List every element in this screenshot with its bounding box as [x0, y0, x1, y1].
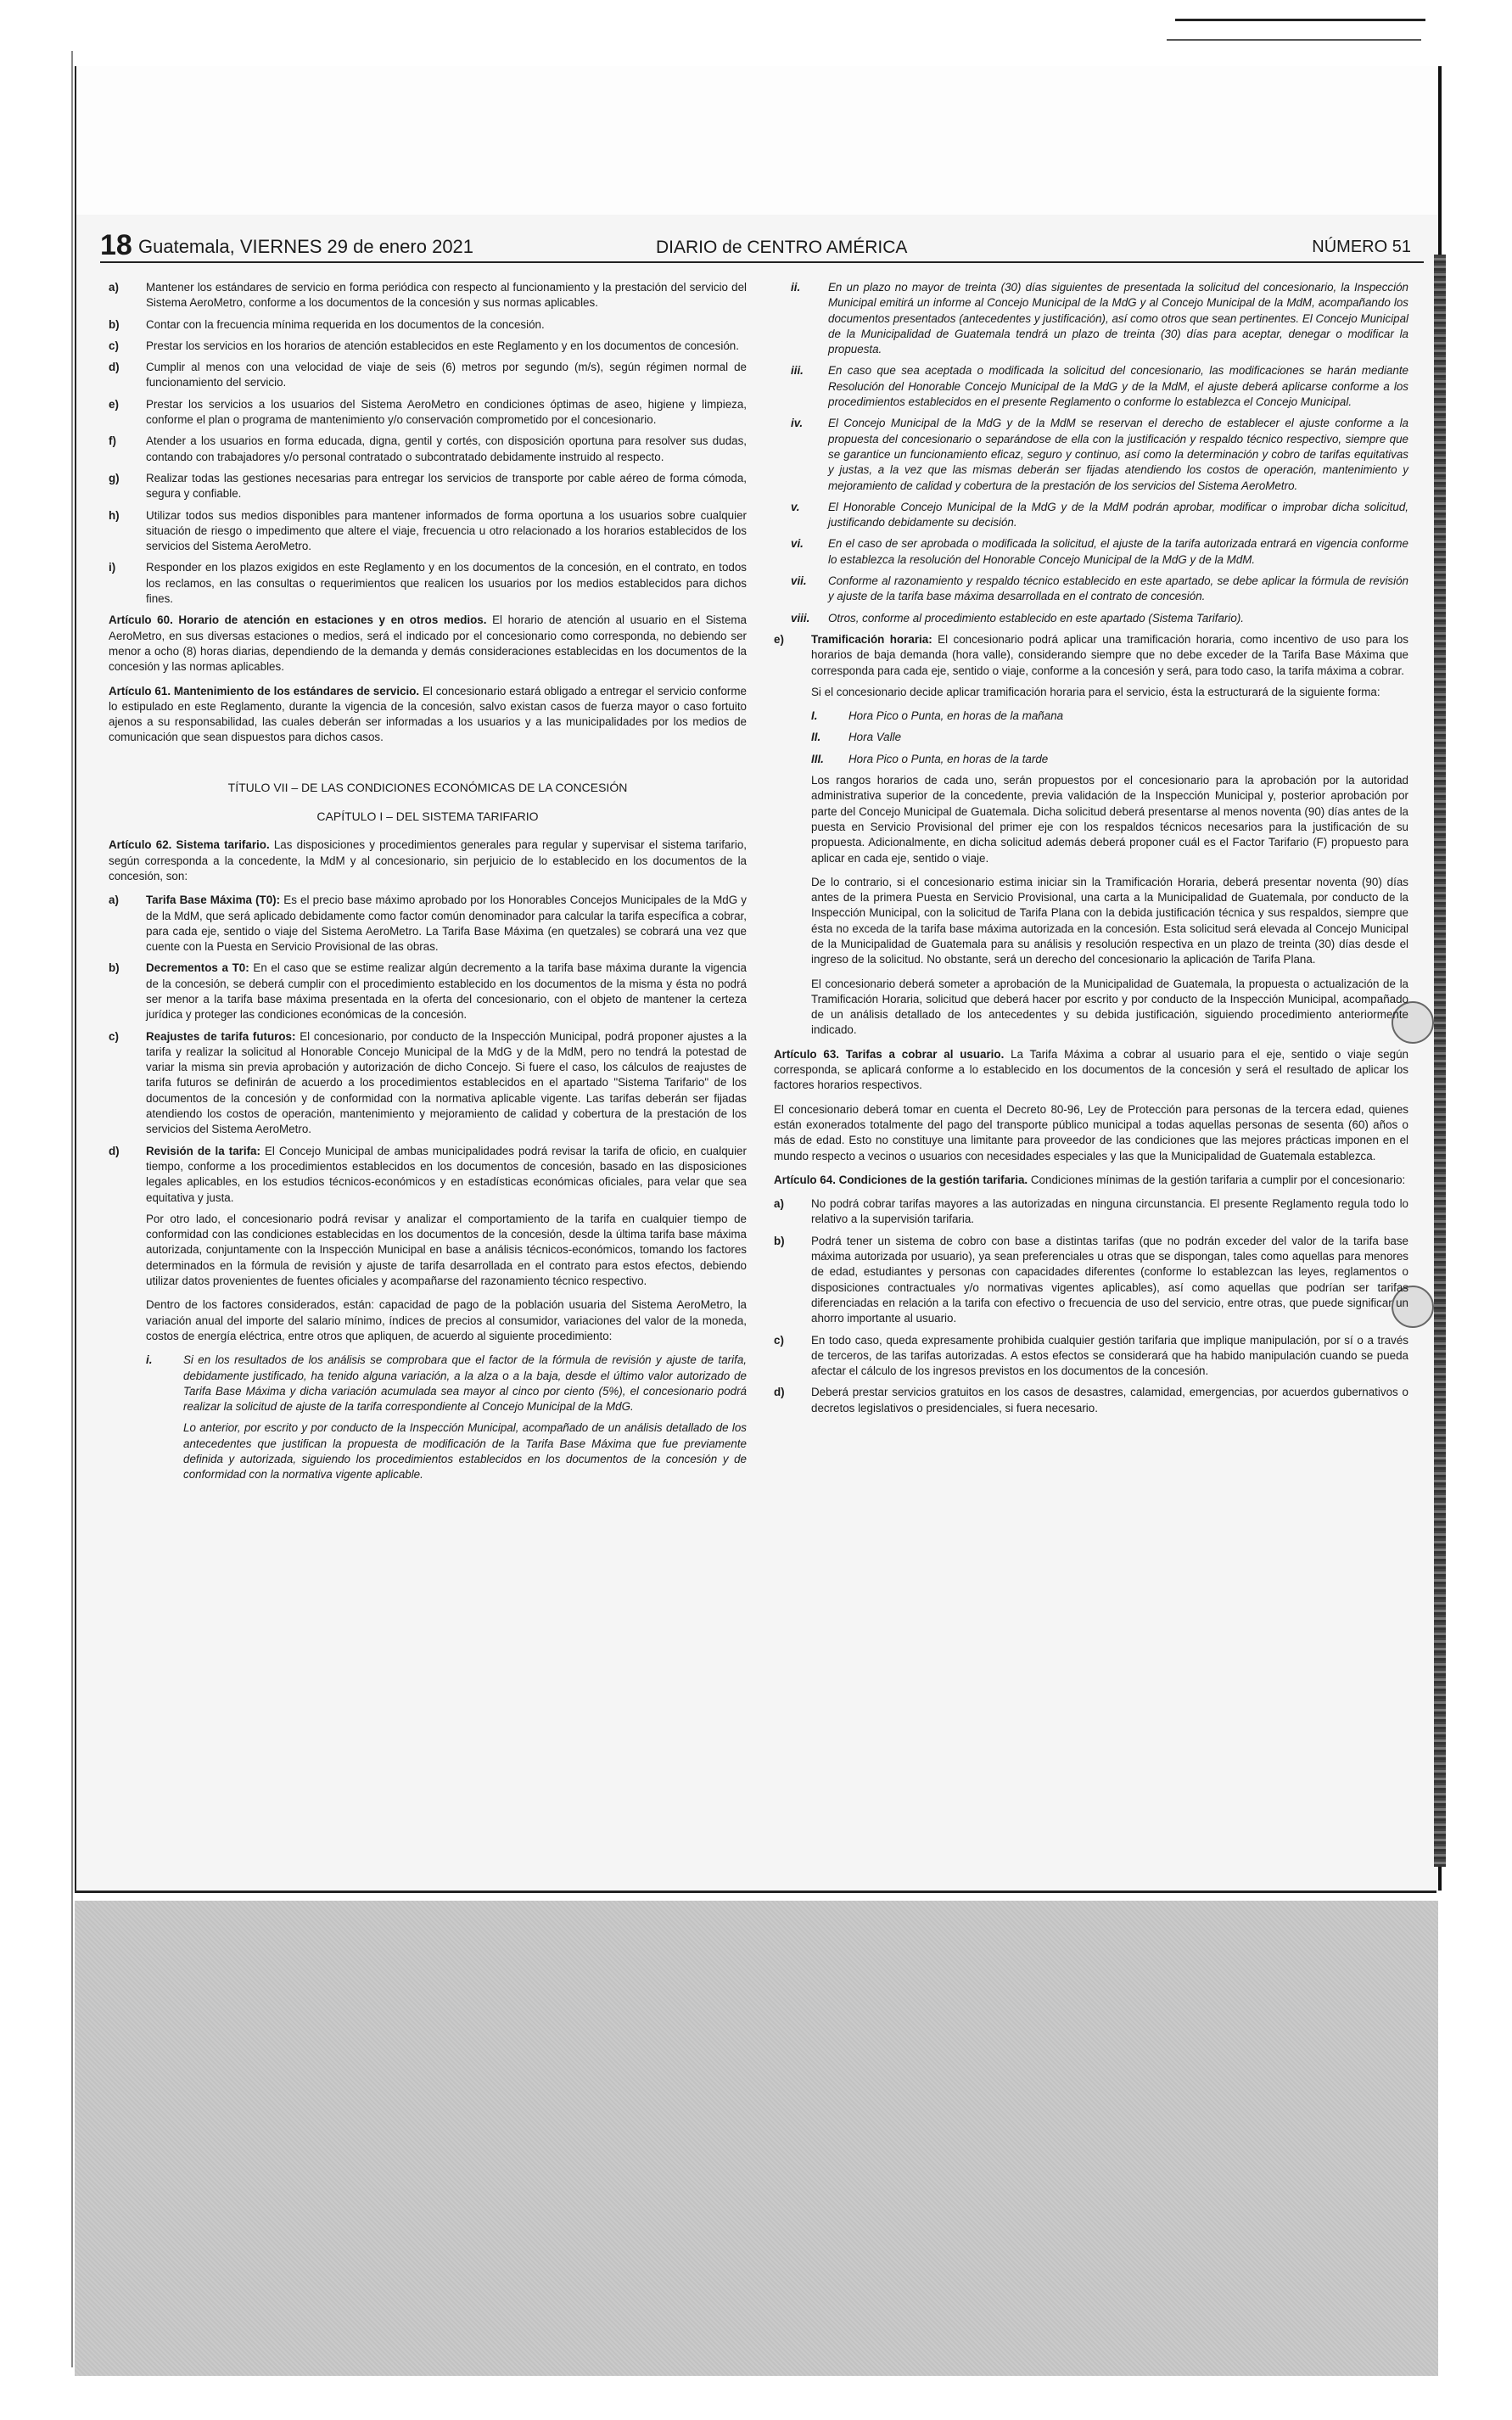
list-item: f) Atender a los usuarios en forma educada, digna, gentil y cortés, con disposición oportuna para resolver sus dudas, contando con trabajadores y/o personal contratado o subcontratado debidamente instruido al respecto. — [109, 434, 747, 463]
list-item: b) Contar con la frecuencia mínima requerida en los documentos de la concesión. — [109, 317, 545, 331]
list-item: d) Revisión de la tarifa: El Concejo Municipal de ambas municipalidades podrá revisar la tarifa de oficio, en cualquier tiempo, conforme a los procedimientos establecidos en los documentos de concesión, basado en las disposiciones legales aplicables, en los estudios técnicos-económicos y en estadísticas económicas oficiales, para velar que sea equitativa y justa. — [109, 1144, 747, 1204]
revision-details: Por otro lado, el concesionario podrá revisar y analizar el comportamiento de la tarifa en cualquier tiempo de conformidad con las condiciones establecidas en los documentos de la concesión, desde la última tarifa base máxima autorizada, conjuntamente con la Inspección Municipal en base a análisis técnicos-económicos, tomando los factores determinados en la fórmula de revisión y ajuste de tarifa desarrollada en el contrato para estos efectos, debiendo utilizar datos provenientes de fuentes oficiales y acompañarse del razonamiento técnico respectivo. Dentro de los factores considerados, están: capacidad de pago de la población usuaria del Sistema AeroMetro, la variación anual del importe del salario mínimo, índices de precios al consumidor, variaciones del valor de la moneda, costos de energía eléctrica, entre otros que apliquen, de acuerdo al siguiente procedimiento: i. Si en los resultados de los análisis se comprobara que el factor de la fórmula de revisión y ajuste de tarifa, debidamente justificado, ha tenido alguna variación, a la alza o a la baja, desde el último valor autorizado de Tarifa Base Máxima y dicha variación acumulada sea mayor al cinco por ciento (5%), el concesionario podrá realizar la solicitud de ajuste de la tarifa correspondiente al Concejo Municipal de la MdG. Lo anterior, por escrito y por conducto de la Inspección Municipal, acompañado de un análisis detallado de los antecedentes que justifican la propuesta de modificación de la Tarifa Base Máxima que fue previamente definida y autorizada, siguiendo los procedimientos establecidos en los documentos de la concesión y de conformidad con la normativa vigente aplicable. — [146, 1212, 747, 1482]
list-item: c) En todo caso, queda expresamente prohibida cualquier gestión tarifaria que implique manipulación, por sí o a través de terceros, de las tarifas autorizadas. A estos efectos se considerará que ha habido manipulación cuando se pueda afectar el cálculo de los ingresos previstos en los documentos de la concesión. — [774, 1333, 1408, 1378]
article-62: Artículo 62. Sistema tarifario. Las disposiciones y procedimientos generales para regular y supervisar el sistema tarifario, según corresponda a la concedente, la MdM y al concesionario, sin perjuicio de lo establecido en los documentos de la concesión, son: — [109, 838, 747, 882]
list-item: h) Utilizar todos sus medios disponibles para mantener informados de forma oportuna a los usuarios sobre cualquier situación de riesgo o impedimento que altere el viaje, frecuencia u otro relacionado a los horarios establecidos de los servicios del Sistema AeroMetro. — [109, 508, 747, 553]
list-item: iii. En caso que sea aceptada o modificada la solicitud del concesionario, las modificaciones se harán mediante Resolución del Honorable Concejo Municipal de la MdG y de la MdM, el ajuste deberá aplicarse conforme a los procedimientos establecidos en el presente Reglamento o conforme lo establezca el Concejo Municipal. — [791, 364, 1408, 409]
page-number: 18 — [100, 229, 132, 261]
scan-edge — [1434, 255, 1446, 1867]
list-item: a) No podrá cobrar tarifas mayores a las autorizadas en ninguna circunstancia. El presente Reglamento regula todo lo relativo a la supervisión tarifaria. — [774, 1197, 1408, 1226]
article-63: Artículo 63. Tarifas a cobrar al usuario. La Tarifa Máxima a cobrar al usuario para el eje, sentido o viaje según corresponda, se aplicará conforme a lo establecido en los documentos de la concesión y será el resultado de aplicar los factores horarios respectivos. — [774, 1047, 1408, 1092]
left-column — [109, 280, 747, 1492]
issue-number: NÚMERO 51 — [1312, 238, 1411, 256]
list-item: vii. Conforme al razonamiento y respaldo técnico establecido en este apartado, se debe aplicar la fórmula de revisión y ajuste de la tarifa base máxima desarrollada en el contrato de concesión. — [791, 574, 1408, 603]
top-rule — [1175, 19, 1425, 21]
list-item: b) Podrá tener un sistema de cobro con base a distintas tarifas (que no podrán exceder del valor de la tarifa base máxima autorizada por usuario), ya sean preferenciales u otras que se dispongan, tales como aquellas para menores de edad, estudiantes y personas con capacidades diferentes (conforme lo establezcan las leyes, reglamentos o disposiciones contractuales y/o normativas vigentes aplicables), así como aquellas que podrían ser tarifas diferenciadas en relación a la tarifa con efectivo o frecuencia de uso del servicio, entre otras, que puede significar un ahorro importante al usuario. — [774, 1234, 1408, 1325]
list-item: b) Decrementos a T0: En el caso que se estime realizar algún decremento a la tarifa base máxima durante la vigencia de la concesión, se deberá cumplir con el procedimiento establecido en los documentos de la misma y ésta no podrá ser menor a la tarifa base máxima presentada en la oferta del concesionario, con el objeto de mantener la certeza jurídica y proteger las condiciones económicas de la concesión. — [109, 961, 747, 1022]
list-item: c) Prestar los servicios en los horarios de atención establecidos en este Reglamento y en los documentos de concesión. — [109, 339, 739, 352]
top-rule-secondary — [1167, 39, 1421, 41]
page-header — [100, 229, 1424, 263]
scan-edge-line — [71, 51, 73, 2367]
list-item: viii. Otros, conforme al procedimiento establecido en este apartado (Sistema Tarifario). — [791, 611, 1244, 625]
list-tariff-conditions — [774, 1196, 1408, 1416]
list-item: iv. El Concejo Municipal de la MdG y de la MdM se reservan el derecho de establecer el ajuste conforme a la propuesta del concesionario o separándose de ella con la justificación y respaldo técnico respectivo, siempre que se garantice un funcionamiento eficaz, seguro y continuo, así como la determinación y cobro de tarifas equitativas y justas, a la vez que las mismas deberán ser fijadas atendiendo los costos de operación, mantenimiento y mejoramiento de calidad y cobertura de la prestación de los servicios del Sistema AeroMetro. — [791, 417, 1408, 492]
scan-blank-area — [75, 1901, 1438, 2376]
chapter-title: CAPÍTULO I – DEL SISTEMA TARIFARIO — [316, 809, 539, 824]
issue-date: Guatemala, VIERNES 29 de enero 2021 — [138, 236, 474, 257]
list-item: I. Hora Pico o Punta, en horas de la mañana — [811, 709, 1064, 723]
list-item: d) Deberá prestar servicios gratuitos en los casos de desastres, calamidad, emergencias, por acuerdos gubernativos o decretos legislativos o presidenciales, si fuera necesario. — [774, 1386, 1408, 1414]
list-item: III. Hora Pico o Punta, en horas de la tarde — [811, 752, 1049, 765]
list-item: e) Prestar los servicios a los usuarios del Sistema AeroMetro en condiciones óptimas de aseo, higiene y limpieza, conforme el plan o programa de mantenimiento y/o conservación comprometido por el concesionario. — [109, 397, 747, 427]
list-item: c) Reajustes de tarifa futuros: El concesionario, por conducto de la Inspección Municipal, podrá proponer ajustes a la tarifa y realizar la solicitud al Honorable Concejo Municipal de la MdG y de la MdM, pero no tendrá la potestad de variar la misma sin previa aprobación y autorización de dicho Concejo. Si fuere el caso, los cálculos de reajustes de tarifa futuros se definirán de acuerdo a los procedimientos establecidos en el apartado "Sistema Tarifario" de los documentos de la concesión y de conformidad con la normativa aplicable vigente. Las tarifas deberán ser fijadas atendiendo los costos de operación, mantenimiento y mejoramiento de calidad y cobertura de la prestación de los servicios del Sistema AeroMetro. — [109, 1029, 747, 1136]
section-title: TÍTULO VII – DE LAS CONDICIONES ECONÓMICAS DE LA CONCESIÓN — [227, 780, 628, 794]
list-item: i) Responder en los plazos exigidos en este Reglamento y en los documentos de la concesión, en el contrato, en todos los reclamos, en las consultas o requerimientos que realicen los usuarios por los medios establecidos para dichos fines. — [109, 561, 747, 606]
list-obligations — [109, 280, 747, 607]
header-rule — [100, 261, 1424, 263]
page-bottom-rule — [75, 1891, 1436, 1893]
list-item: II. Hora Valle — [811, 731, 902, 744]
list-item: ii. En un plazo no mayor de treinta (30) días siguientes de presentada la solicitud del concesionario, la Inspección Municipal emitirá un informe al Concejo Municipal de la MdG y al Concejo Municipal de la MdM, acompañando los documentos presentados (antecedentes y justificación), así como otros que sean pertinentes. El Concejo Municipal de la Municipalidad de Guatemala tendrá un plazo de treinta (30) días para aceptar, denegar o modificar la propuesta. — [791, 281, 1408, 356]
article-61: Artículo 61. Mantenimiento de los estándares de servicio. El concesionario estará obligado a entregar el servicio conforme lo estipulado en este Reglamento, durante la vigencia de la concesión, salvo existan casos de fuerza mayor o caso fortuito ajenos a su responsabilidad, las cuales deberán ser informadas a los usuarios y a las municipalidades por los medios de comunicación que sean dispuestos para dichos casos. — [109, 684, 747, 744]
article-60: Artículo 60. Horario de atención en estaciones y en otros medios. El horario de atención al usuario en el Sistema AeroMetro, en sus diversas estaciones o medios, será el indicado por el concesionario como corresponda, no debiendo ser menor a ocho (8) horas diarias, dependiendo de la demanda y demás consideraciones establecidas en los documentos de la concesión y las normas aplicables. — [109, 613, 748, 674]
list-item: i. Si en los resultados de los análisis se comprobara que el factor de la fórmula de revisión y ajuste de tarifa, debidamente justificado, ha tenido alguna variación, a la alza o a la baja, desde el último valor autorizado de Tarifa Base Máxima y dicha variación acumulada sea mayor al cinco por ciento (5%), el concesionario podrá realizar la solicitud de ajuste de la tarifa correspondiente al Concejo Municipal de la MdG. — [146, 1353, 747, 1414]
article-64: Artículo 64. Condiciones de la gestión tarifaria. Condiciones mínimas de la gestión tarifaria a cumplir por el concesionario: — [774, 1173, 1406, 1186]
list-item: v. El Honorable Concejo Municipal de la MdG y de la MdM podrán aprobar, modificar o improbar dicha solicitud, justificando debidamente su decisión. — [791, 500, 1408, 529]
list-item: g) Realizar todas las gestiones necesarias para entregar los servicios de transporte por cable aéreo de forma cómoda, segura y confiable. — [109, 471, 747, 501]
list-item: d) Cumplir al menos con una velocidad de viaje de seis (6) metros por segundo (m/s), según régimen normal de funcionamiento del servicio. — [109, 361, 747, 389]
list-tramos — [811, 709, 1408, 767]
list-item: a) Mantener los estándares de servicio en forma periódica con respecto al funcionamiento y la prestación del servicio del Sistema AeroMetro, conforme a los documentos de la concesión y sus normas aplicables. — [109, 281, 747, 310]
list-item: a) Tarifa Base Máxima (T0): Es el precio base máximo aprobado por los Honorables Concejos Municipales de la MdG y de la MdM, que será aplicado debidamente como factor común denominador para calcular la tarifa específica a cobrar, para cada eje, sentido o viaje del Sistema AeroMetro. La Tarifa Base Máxima (en quetzales) se cobrará una vez que cuente con la Puesta en Servicio Provisional de las obras. — [109, 893, 747, 954]
tramificacion-details: Si el concesionario decide aplicar tramificación horaria para el servicio, ésta la estructurará de la siguiente forma: I. Hora Pico o Punta, en horas de la mañana II. Hora Valle III. Hora Pico o Punta, en horas de la tarde Los rangos horarios de cada uno, serán propuestos por el concesionario para la aprobación por la autoridad administrativa superior de la concedente, previa validación de la Inspección Municipal y, posterior aprobación por parte del Concejo Municipal de Guatemala. Dicha solicitud deberá presentarse al menos noventa (90) días antes de la puesta en Servicio Provisional del primer eje con los respaldos técnicos necesarios para la justificación de su propuesta. Adicionalmente, en dicha solicitud además deberá proponer cuál es el Factor Tarifario (F) propuesto para aplicar en cada eje, sentido o viaje. De lo contrario, si el concesionario estima iniciar sin la Tramificación Horaria, deberá presentar noventa (90) días antes de la primera Puesta en Servicio Provisional, una carta a la Municipalidad de Guatemala, por conducto de la Inspección Municipal, con la solicitud de Tarifa Plana con la debida justificación técnica y sus respaldos, siempre que ésta no exceda de la tarifa base máxima autorizada en la concesión. Esta solicitud será elevada al Concejo Municipal de la Municipalidad de Guatemala para su análisis y resolución respectiva en un plazo de treinta (30) días desde el ingreso de la solicitud. No obstante, será un derecho del concesionario la aplicación de Tarifa Plana. El concesionario deberá someter a aprobación de la Municipalidad de Guatemala, la propuesta o actualización de la Tramificación Horaria, solicitud que deberá hacer por escrito y por conducto de la Inspección Municipal, acompañado de un análisis detallado de los antecedentes y su debida justificación, siguiendo procedimiento anteriormente indicado. — [811, 685, 1408, 1037]
list-procedure — [791, 280, 1408, 626]
article-63-p2: El concesionario deberá tomar en cuenta el Decreto 80-96, Ley de Protección para personas de la tercera edad, quienes están exonerados totalmente del pago del transporte público municipal a todas aquellas personas de sesenta (60) años o más de edad. Esto no constituye una limitante para proveedor de las condiciones que las mejores prácticas imponen en el mundo respecto a vecinos o usuarios con necesidades especiales y las que la Municipalidad de Guatemala establezca. — [774, 1102, 1408, 1162]
list-tariff-system — [109, 893, 747, 1206]
right-column — [774, 280, 1408, 1422]
list-item: vi. En el caso de ser aprobada o modificada la solicitud, el ajuste de la tarifa autorizada entrará en vigencia conforme lo establezca la resolución del Honorable Concejo Municipal de la MdG y de la MdM. — [791, 537, 1408, 566]
newspaper-name: DIARIO de CENTRO AMÉRICA — [656, 238, 908, 257]
list-item-e: e) Tramificación horaria: El concesionario podrá aplicar una tramificación horaria, como incentivo de uso para los horarios de baja demanda (hora valle), considerando siempre que no debe exceder de la Tarifa Base Máxima que corresponda para cada eje, sentido o viaje, conforme a la concesión y será, para todo caso, la tarifa máxima a cobrar. — [774, 632, 1408, 677]
